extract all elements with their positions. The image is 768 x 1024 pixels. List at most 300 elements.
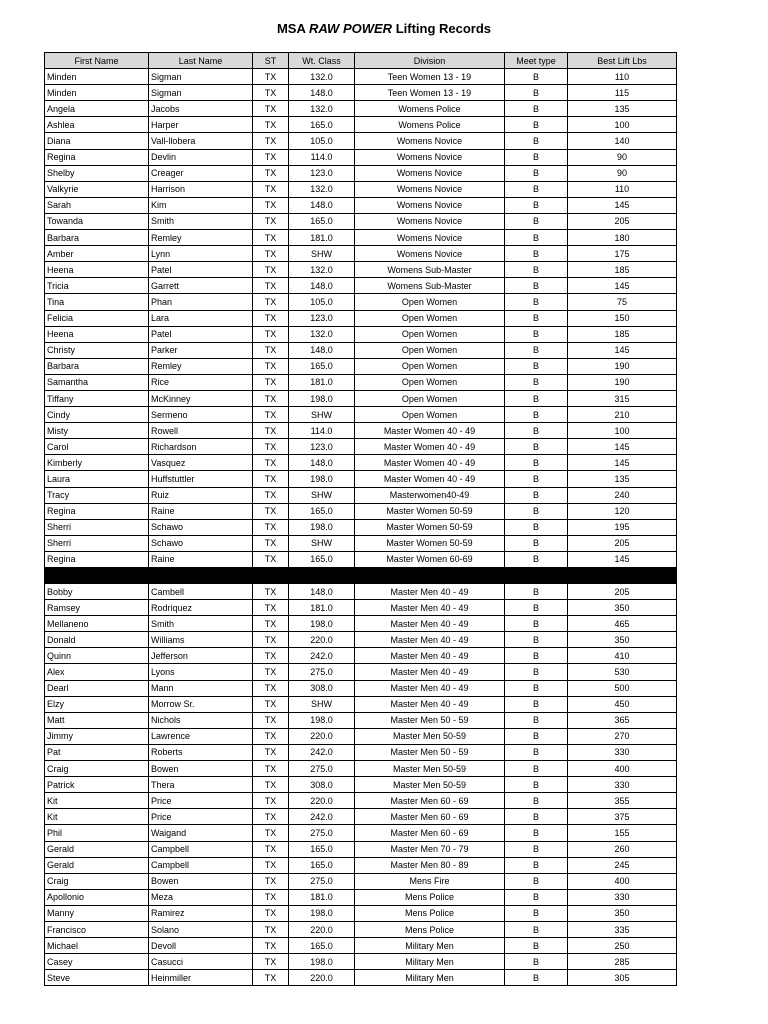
best-lift-cell: 195 — [568, 519, 677, 535]
col-meet-type: Meet type — [505, 53, 568, 69]
table-row — [45, 342, 677, 358]
state-cell: TX — [253, 535, 289, 551]
weight-class-cell: 181.0 — [289, 889, 355, 905]
weight-class-cell: 181.0 — [289, 374, 355, 390]
state-cell: TX — [253, 938, 289, 954]
state-cell: TX — [253, 825, 289, 841]
best-lift-cell: 135 — [568, 471, 677, 487]
division-cell: Master Men 60 - 69 — [355, 809, 505, 825]
best-lift-cell: 205 — [568, 584, 677, 600]
state-cell: TX — [253, 954, 289, 970]
last-name-cell: Schawo — [149, 519, 253, 535]
division-cell: Mens Fire — [355, 873, 505, 889]
best-lift-cell: 400 — [568, 873, 677, 889]
meet-type-cell: B — [505, 584, 568, 600]
division-cell: Master Men 80 - 89 — [355, 857, 505, 873]
last-name-cell: Phan — [149, 294, 253, 310]
table-row — [45, 600, 677, 616]
state-cell: TX — [253, 600, 289, 616]
best-lift-cell: 270 — [568, 728, 677, 744]
meet-type-cell: B — [505, 197, 568, 213]
records-table — [44, 52, 677, 986]
state-cell: TX — [253, 841, 289, 857]
weight-class-cell: 148.0 — [289, 197, 355, 213]
table-row — [45, 954, 677, 970]
last-name-cell: Vasquez — [149, 455, 253, 471]
last-name-cell: Rice — [149, 374, 253, 390]
division-cell: Master Men 60 - 69 — [355, 793, 505, 809]
table-row — [45, 101, 677, 117]
state-cell: TX — [253, 423, 289, 439]
last-name-cell: Remley — [149, 230, 253, 246]
state-cell: TX — [253, 680, 289, 696]
meet-type-cell: B — [505, 133, 568, 149]
first-name-cell: Gerald — [45, 857, 149, 873]
state-cell: TX — [253, 149, 289, 165]
table-row — [45, 584, 677, 600]
best-lift-cell: 350 — [568, 905, 677, 921]
weight-class-cell: 132.0 — [289, 69, 355, 85]
first-name-cell: Kit — [45, 793, 149, 809]
last-name-cell: Jefferson — [149, 648, 253, 664]
table-row — [45, 439, 677, 455]
weight-class-cell: 148.0 — [289, 278, 355, 294]
first-name-cell: Craig — [45, 873, 149, 889]
best-lift-cell: 260 — [568, 841, 677, 857]
meet-type-cell: B — [505, 455, 568, 471]
weight-class-cell: 123.0 — [289, 310, 355, 326]
col-first-name: First Name — [45, 53, 149, 69]
best-lift-cell: 335 — [568, 921, 677, 937]
last-name-cell: Patel — [149, 326, 253, 342]
table-row — [45, 664, 677, 680]
division-cell: Master Men 40 - 49 — [355, 648, 505, 664]
division-cell: Womens Police — [355, 101, 505, 117]
last-name-cell: Jacobs — [149, 101, 253, 117]
best-lift-cell: 185 — [568, 262, 677, 278]
meet-type-cell: B — [505, 857, 568, 873]
meet-type-cell: B — [505, 632, 568, 648]
weight-class-cell: 275.0 — [289, 825, 355, 841]
meet-type-cell: B — [505, 793, 568, 809]
division-cell: Open Women — [355, 342, 505, 358]
weight-class-cell: 165.0 — [289, 938, 355, 954]
state-cell: TX — [253, 133, 289, 149]
best-lift-cell: 315 — [568, 390, 677, 406]
table-row — [45, 712, 677, 728]
first-name-cell: Regina — [45, 149, 149, 165]
best-lift-cell: 205 — [568, 213, 677, 229]
last-name-cell: Raine — [149, 503, 253, 519]
col-last-name: Last Name — [149, 53, 253, 69]
first-name-cell: Craig — [45, 761, 149, 777]
best-lift-cell: 145 — [568, 278, 677, 294]
last-name-cell: Lynn — [149, 246, 253, 262]
table-row — [45, 181, 677, 197]
last-name-cell: Parker — [149, 342, 253, 358]
table-row — [45, 133, 677, 149]
best-lift-cell: 120 — [568, 503, 677, 519]
table-row — [45, 938, 677, 954]
weight-class-cell: 220.0 — [289, 793, 355, 809]
best-lift-cell: 330 — [568, 889, 677, 905]
table-row — [45, 262, 677, 278]
first-name-cell: Apollonio — [45, 889, 149, 905]
division-cell: Mens Police — [355, 905, 505, 921]
meet-type-cell: B — [505, 905, 568, 921]
division-cell: Mens Police — [355, 921, 505, 937]
weight-class-cell: 198.0 — [289, 390, 355, 406]
table-row — [45, 857, 677, 873]
meet-type-cell: B — [505, 310, 568, 326]
table-row — [45, 793, 677, 809]
meet-type-cell: B — [505, 551, 568, 567]
best-lift-cell: 140 — [568, 133, 677, 149]
first-name-cell: Samantha — [45, 374, 149, 390]
last-name-cell: Rodriquez — [149, 600, 253, 616]
meet-type-cell: B — [505, 696, 568, 712]
weight-class-cell: 105.0 — [289, 133, 355, 149]
meet-type-cell: B — [505, 471, 568, 487]
weight-class-cell: 165.0 — [289, 358, 355, 374]
first-name-cell: Francisco — [45, 921, 149, 937]
best-lift-cell: 410 — [568, 648, 677, 664]
division-cell: Master Women 40 - 49 — [355, 455, 505, 471]
meet-type-cell: B — [505, 921, 568, 937]
table-row — [45, 519, 677, 535]
meet-type-cell: B — [505, 278, 568, 294]
best-lift-cell: 250 — [568, 938, 677, 954]
first-name-cell: Bobby — [45, 584, 149, 600]
last-name-cell: Kim — [149, 197, 253, 213]
meet-type-cell: B — [505, 69, 568, 85]
table-row — [45, 390, 677, 406]
first-name-cell: Casey — [45, 954, 149, 970]
weight-class-cell: 105.0 — [289, 294, 355, 310]
meet-type-cell: B — [505, 407, 568, 423]
best-lift-cell: 210 — [568, 407, 677, 423]
weight-class-cell: 148.0 — [289, 85, 355, 101]
weight-class-cell: 198.0 — [289, 905, 355, 921]
first-name-cell: Heena — [45, 326, 149, 342]
table-row — [45, 503, 677, 519]
best-lift-cell: 500 — [568, 680, 677, 696]
state-cell: TX — [253, 69, 289, 85]
division-cell: Master Men 40 - 49 — [355, 632, 505, 648]
last-name-cell: Nichols — [149, 712, 253, 728]
table-row — [45, 809, 677, 825]
division-cell: Master Men 50 - 59 — [355, 744, 505, 760]
last-name-cell: Raine — [149, 551, 253, 567]
state-cell: TX — [253, 905, 289, 921]
best-lift-cell: 365 — [568, 712, 677, 728]
last-name-cell: Devoll — [149, 938, 253, 954]
meet-type-cell: B — [505, 181, 568, 197]
division-cell: Womens Novice — [355, 197, 505, 213]
best-lift-cell: 115 — [568, 85, 677, 101]
table-row — [45, 616, 677, 632]
state-cell: TX — [253, 390, 289, 406]
weight-class-cell: SHW — [289, 246, 355, 262]
table-row — [45, 632, 677, 648]
division-cell: Womens Novice — [355, 165, 505, 181]
weight-class-cell: 220.0 — [289, 970, 355, 986]
best-lift-cell: 355 — [568, 793, 677, 809]
weight-class-cell: 198.0 — [289, 519, 355, 535]
state-cell: TX — [253, 294, 289, 310]
table-row — [45, 407, 677, 423]
best-lift-cell: 100 — [568, 423, 677, 439]
first-name-cell: Patrick — [45, 777, 149, 793]
state-cell: TX — [253, 407, 289, 423]
last-name-cell: Morrow Sr. — [149, 696, 253, 712]
first-name-cell: Quinn — [45, 648, 149, 664]
last-name-cell: Williams — [149, 632, 253, 648]
table-row — [45, 551, 677, 567]
section-divider — [45, 568, 677, 584]
meet-type-cell: B — [505, 390, 568, 406]
weight-class-cell: 132.0 — [289, 262, 355, 278]
best-lift-cell: 185 — [568, 326, 677, 342]
division-cell: Master Women 40 - 49 — [355, 439, 505, 455]
last-name-cell: Meza — [149, 889, 253, 905]
first-name-cell: Sarah — [45, 197, 149, 213]
first-name-cell: Diana — [45, 133, 149, 149]
division-cell: Military Men — [355, 954, 505, 970]
weight-class-cell: 198.0 — [289, 712, 355, 728]
first-name-cell: Christy — [45, 342, 149, 358]
table-row — [45, 873, 677, 889]
division-cell: Open Women — [355, 407, 505, 423]
division-cell: Womens Sub-Master — [355, 278, 505, 294]
weight-class-cell: 181.0 — [289, 230, 355, 246]
best-lift-cell: 145 — [568, 342, 677, 358]
division-cell: Master Women 50-59 — [355, 503, 505, 519]
weight-class-cell: 220.0 — [289, 921, 355, 937]
meet-type-cell: B — [505, 503, 568, 519]
state-cell: TX — [253, 358, 289, 374]
state-cell: TX — [253, 712, 289, 728]
col-state: ST — [253, 53, 289, 69]
division-cell: Open Women — [355, 310, 505, 326]
meet-type-cell: B — [505, 519, 568, 535]
last-name-cell: Vall-llobera — [149, 133, 253, 149]
state-cell: TX — [253, 503, 289, 519]
division-cell: Master Men 40 - 49 — [355, 616, 505, 632]
state-cell: TX — [253, 262, 289, 278]
table-row — [45, 246, 677, 262]
state-cell: TX — [253, 809, 289, 825]
state-cell: TX — [253, 664, 289, 680]
title-italic: RAW POWER — [309, 21, 393, 36]
first-name-cell: Pat — [45, 744, 149, 760]
state-cell: TX — [253, 889, 289, 905]
weight-class-cell: 308.0 — [289, 680, 355, 696]
meet-type-cell: B — [505, 262, 568, 278]
meet-type-cell: B — [505, 600, 568, 616]
state-cell: TX — [253, 230, 289, 246]
last-name-cell: Ruiz — [149, 487, 253, 503]
last-name-cell: Sigman — [149, 69, 253, 85]
first-name-cell: Tiffany — [45, 390, 149, 406]
first-name-cell: Sherri — [45, 535, 149, 551]
state-cell: TX — [253, 213, 289, 229]
last-name-cell: Casucci — [149, 954, 253, 970]
first-name-cell: Ramsey — [45, 600, 149, 616]
first-name-cell: Mellaneno — [45, 616, 149, 632]
last-name-cell: Price — [149, 793, 253, 809]
meet-type-cell: B — [505, 117, 568, 133]
division-cell: Womens Novice — [355, 149, 505, 165]
state-cell: TX — [253, 551, 289, 567]
division-cell: Womens Sub-Master — [355, 262, 505, 278]
first-name-cell: Cindy — [45, 407, 149, 423]
first-name-cell: Minden — [45, 69, 149, 85]
table-row — [45, 423, 677, 439]
meet-type-cell: B — [505, 648, 568, 664]
weight-class-cell: 198.0 — [289, 471, 355, 487]
best-lift-cell: 285 — [568, 954, 677, 970]
last-name-cell: Sermeno — [149, 407, 253, 423]
first-name-cell: Heena — [45, 262, 149, 278]
table-row — [45, 455, 677, 471]
division-cell: Womens Novice — [355, 133, 505, 149]
division-cell: Master Men 60 - 69 — [355, 825, 505, 841]
first-name-cell: Barbara — [45, 230, 149, 246]
best-lift-cell: 110 — [568, 181, 677, 197]
last-name-cell: Lara — [149, 310, 253, 326]
last-name-cell: Mann — [149, 680, 253, 696]
weight-class-cell: 275.0 — [289, 873, 355, 889]
first-name-cell: Ashlea — [45, 117, 149, 133]
best-lift-cell: 240 — [568, 487, 677, 503]
col-best-lift: Best Lift Lbs — [568, 53, 677, 69]
table-row — [45, 326, 677, 342]
best-lift-cell: 90 — [568, 165, 677, 181]
division-cell: Womens Novice — [355, 213, 505, 229]
table-row — [45, 744, 677, 760]
meet-type-cell: B — [505, 423, 568, 439]
state-cell: TX — [253, 342, 289, 358]
first-name-cell: Regina — [45, 503, 149, 519]
best-lift-cell: 150 — [568, 310, 677, 326]
meet-type-cell: B — [505, 970, 568, 986]
first-name-cell: Donald — [45, 632, 149, 648]
first-name-cell: Valkyrie — [45, 181, 149, 197]
state-cell: TX — [253, 648, 289, 664]
last-name-cell: Lyons — [149, 664, 253, 680]
state-cell: TX — [253, 101, 289, 117]
state-cell: TX — [253, 85, 289, 101]
table-row — [45, 487, 677, 503]
weight-class-cell: 132.0 — [289, 181, 355, 197]
meet-type-cell: B — [505, 809, 568, 825]
best-lift-cell: 350 — [568, 632, 677, 648]
weight-class-cell: 198.0 — [289, 616, 355, 632]
best-lift-cell: 175 — [568, 246, 677, 262]
last-name-cell: Bowen — [149, 873, 253, 889]
division-cell: Open Women — [355, 326, 505, 342]
state-cell: TX — [253, 455, 289, 471]
state-cell: TX — [253, 278, 289, 294]
table-row — [45, 358, 677, 374]
weight-class-cell: SHW — [289, 696, 355, 712]
division-cell: Master Men 40 - 49 — [355, 696, 505, 712]
last-name-cell: Heinmiller — [149, 970, 253, 986]
best-lift-cell: 465 — [568, 616, 677, 632]
first-name-cell: Misty — [45, 423, 149, 439]
best-lift-cell: 180 — [568, 230, 677, 246]
meet-type-cell: B — [505, 728, 568, 744]
meet-type-cell: B — [505, 294, 568, 310]
weight-class-cell: 132.0 — [289, 326, 355, 342]
division-cell: Master Women 50-59 — [355, 535, 505, 551]
table-row — [45, 294, 677, 310]
meet-type-cell: B — [505, 938, 568, 954]
state-cell: TX — [253, 696, 289, 712]
table-row — [45, 310, 677, 326]
first-name-cell: Elzy — [45, 696, 149, 712]
division-cell: Mens Police — [355, 889, 505, 905]
weight-class-cell: 114.0 — [289, 149, 355, 165]
last-name-cell: Solano — [149, 921, 253, 937]
best-lift-cell: 135 — [568, 101, 677, 117]
last-name-cell: Smith — [149, 616, 253, 632]
table-row — [45, 213, 677, 229]
table-row — [45, 471, 677, 487]
weight-class-cell: 165.0 — [289, 117, 355, 133]
division-cell: Master Men 70 - 79 — [355, 841, 505, 857]
division-cell: Masterwomen40-49 — [355, 487, 505, 503]
state-cell: TX — [253, 857, 289, 873]
table-row — [45, 680, 677, 696]
table-row — [45, 69, 677, 85]
state-cell: TX — [253, 616, 289, 632]
state-cell: TX — [253, 970, 289, 986]
last-name-cell: Sigman — [149, 85, 253, 101]
last-name-cell: Lawrence — [149, 728, 253, 744]
last-name-cell: Thera — [149, 777, 253, 793]
weight-class-cell: 220.0 — [289, 632, 355, 648]
last-name-cell: Harper — [149, 117, 253, 133]
state-cell: TX — [253, 310, 289, 326]
meet-type-cell: B — [505, 889, 568, 905]
state-cell: TX — [253, 181, 289, 197]
weight-class-cell: 123.0 — [289, 165, 355, 181]
table-row — [45, 197, 677, 213]
meet-type-cell: B — [505, 954, 568, 970]
best-lift-cell: 110 — [568, 69, 677, 85]
meet-type-cell: B — [505, 744, 568, 760]
best-lift-cell: 305 — [568, 970, 677, 986]
last-name-cell: Patel — [149, 262, 253, 278]
best-lift-cell: 145 — [568, 551, 677, 567]
meet-type-cell: B — [505, 358, 568, 374]
table-row — [45, 374, 677, 390]
best-lift-cell: 190 — [568, 358, 677, 374]
state-cell: TX — [253, 197, 289, 213]
meet-type-cell: B — [505, 712, 568, 728]
best-lift-cell: 145 — [568, 455, 677, 471]
division-cell: Womens Police — [355, 117, 505, 133]
last-name-cell: McKinney — [149, 390, 253, 406]
table-row — [45, 165, 677, 181]
best-lift-cell: 450 — [568, 696, 677, 712]
last-name-cell: Waigand — [149, 825, 253, 841]
weight-class-cell: SHW — [289, 487, 355, 503]
header-row — [45, 53, 677, 69]
division-cell: Womens Novice — [355, 181, 505, 197]
